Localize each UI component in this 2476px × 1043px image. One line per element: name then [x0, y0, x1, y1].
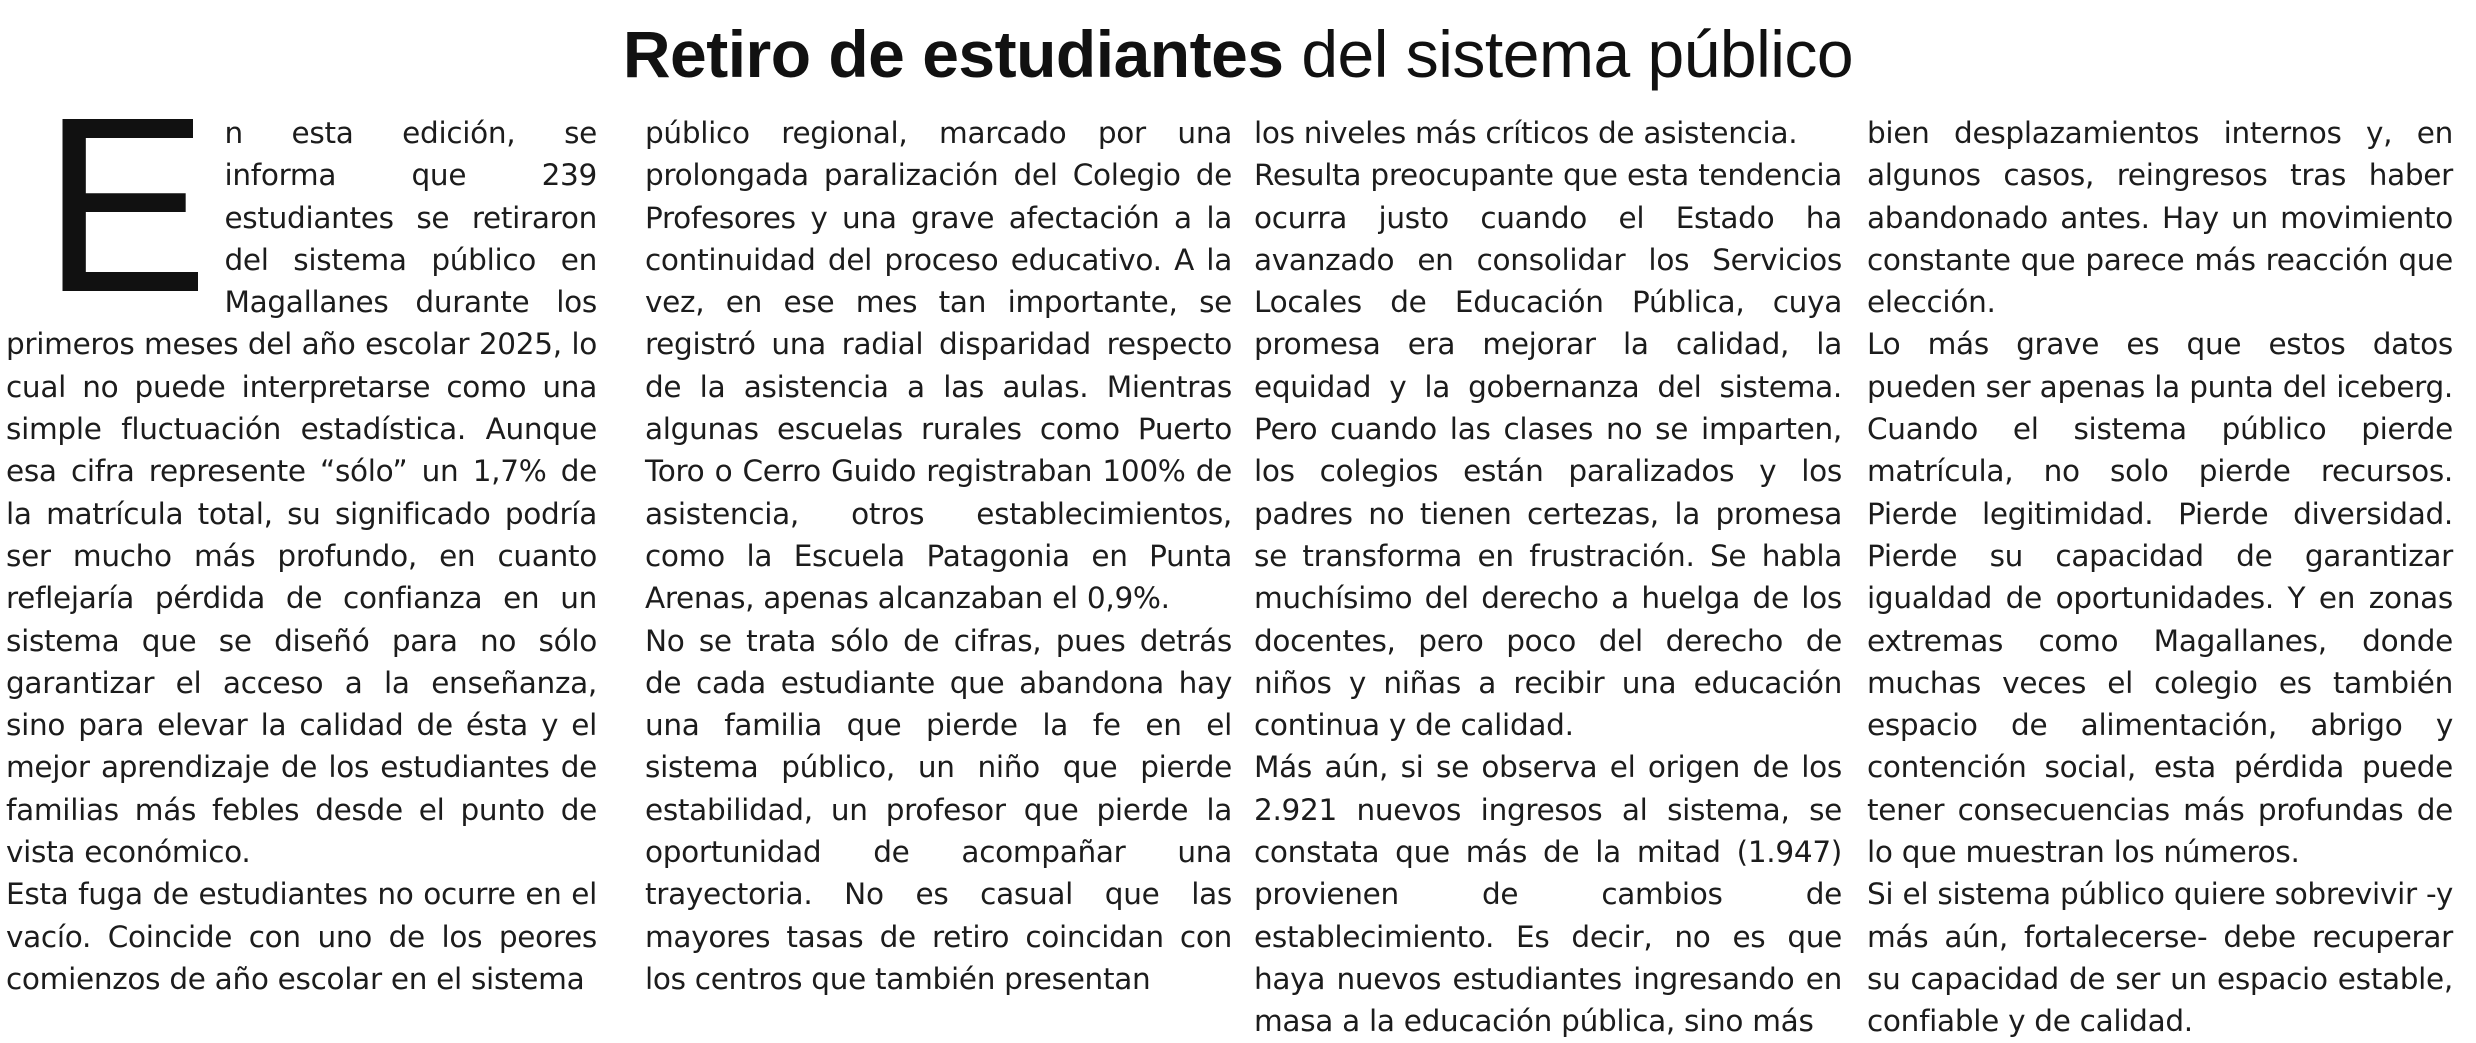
article-title-bold: Retiro de estudiantes	[622, 17, 1284, 91]
column-4	[1867, 112, 2453, 1039]
paragraph: Si el sistema público quiere sobrevivir -y más aún, fortalecerse- debe recuperar su capacidad de ser un espacio estable, confiable y de calidad.	[1867, 877, 2453, 1039]
paragraph: No se trata sólo de cifras, pues detrás de cada estudiante que abandona hay una familia que pierde la fe en el sistema público, un niño que pierde estabilidad, un profesor que pierde la oportunidad de acompañar una trayectoria. No es casual que las mayores tasas de retiro coincidan con los centros que también presentan	[645, 623, 1232, 996]
column-3	[1254, 112, 1842, 1039]
paragraph: Esta fuga de estudiantes no ocurre en el vacío. Coincide con uno de los peores comienzos de año escolar en el sistema	[6, 877, 597, 996]
column-1	[6, 65, 597, 997]
paragraph: n esta edición, se informa que 239 estudiantes se retiraron del sistema público en Magallanes durante los primeros meses del año escolar 2025, lo cual no puede interpretarse como una simple fluctuación estadística. Aunque esa cifra represente “sólo” un 1,7% de la matrícula total, su significado podría ser mucho más profundo, en cuanto reflejaría pérdida de confianza en un sistema que se diseñó para no sólo garantizar el acceso a la enseñanza, sino para elevar la calidad de ésta y el mejor aprendizaje de los estudiantes de familias más febles desde el punto de vista económico.	[6, 116, 597, 870]
paragraph: Resulta preocupante que esta tendencia ocurra justo cuando el Estado ha avanzado en consolidar los Servicios Locales de Educación Pública, cuya promesa era mejorar la calidad, la equidad y la gobernanza del sistema. Pero cuando las clases no se imparten, los colegios están paralizados y los padres no tienen certezas, la promesa se transforma en frustración. Se habla muchísimo del derecho a huelga de los docentes, pero poco del derecho de niños y niñas a recibir una educación continua y de calidad.	[1254, 158, 1842, 743]
drop-cap: E	[42, 65, 209, 344]
paragraph: Lo más grave es que estos datos pueden ser apenas la punta del iceberg. Cuando el sistema público pierde matrícula, no solo pierde recursos. Pierde legitimidad. Pierde diversidad. Pierde su capacidad de garantizar igualdad de oportunidades. Y en zonas extremas como Magallanes, donde muchas veces el colegio es también espacio de alimentación, abrigo y contención social, esta pérdida puede tener consecuencias más profundas de lo que muestran los números.	[1867, 327, 2453, 870]
paragraph: los niveles más críticos de asistencia.	[1254, 116, 1798, 150]
paragraph: bien desplazamientos internos y, en algunos casos, reingresos tras haber abandonado antes. Hay un movimiento constante que parece más reacción que elección.	[1867, 116, 2453, 320]
column-2	[645, 112, 1232, 997]
article-title-light: del sistema público	[1301, 17, 1854, 91]
paragraph: público regional, marcado por una prolongada paralización del Colegio de Profesores y una grave afectación a la continuidad del proceso educativo. A la vez, en ese mes tan importante, se registró una radial disparidad respecto de la asistencia a las aulas. Mientras algunas escuelas rurales como Puerto Toro o Cerro Guido registraban 100% de asistencia, otros establecimientos, como la Escuela Patagonia en Punta Arenas, apenas alcanzaban el 0,9%.	[645, 116, 1232, 616]
paragraph: Más aún, si se observa el origen de los 2.921 nuevos ingresos al sistema, se constata que más de la mitad (1.947) provienen de cambios de establecimiento. Es decir, no es que haya nuevos estudiantes ingresando en masa a la educación pública, sino más	[1254, 750, 1842, 1039]
article-title	[0, 8, 2476, 100]
